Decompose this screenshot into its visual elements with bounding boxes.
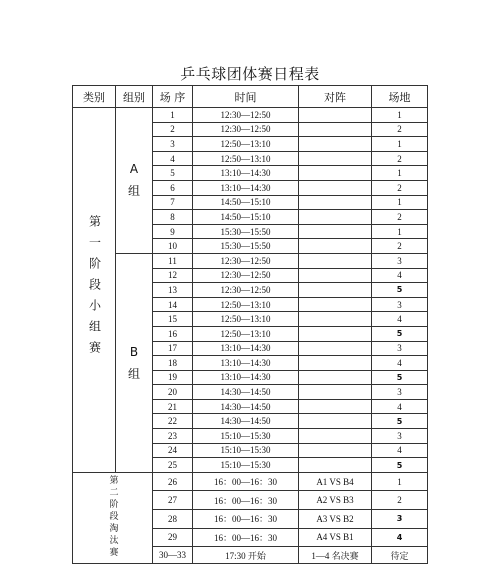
time-cell: 12:50—13:10 [193, 137, 299, 152]
matchup-cell: A2 VS B3 [299, 491, 372, 510]
time-cell: 13:10—14:30 [193, 341, 299, 356]
matchup-cell [299, 268, 372, 283]
match-no-cell: 22 [153, 414, 193, 429]
venue-cell: 2 [372, 151, 428, 166]
venue-cell: 5 [372, 458, 428, 473]
venue-cell: 3 [372, 429, 428, 444]
time-cell: 16：00—16：30 [193, 510, 299, 529]
matchup-cell [299, 195, 372, 210]
match-no-cell: 5 [153, 166, 193, 181]
time-cell: 16：00—16：30 [193, 472, 299, 491]
time-cell: 12:50—13:10 [193, 297, 299, 312]
matchup-cell [299, 458, 372, 473]
time-cell: 12:50—13:10 [193, 312, 299, 327]
venue-cell: 3 [372, 385, 428, 400]
matchup-cell: A3 VS B2 [299, 510, 372, 529]
match-no-cell: 7 [153, 195, 193, 210]
time-cell: 13:10—14:30 [193, 166, 299, 181]
matchup-cell [299, 166, 372, 181]
match-no-cell: 21 [153, 399, 193, 414]
table-row [73, 108, 428, 123]
stage1-label: 第一阶段小组赛 [87, 215, 102, 363]
venue-cell: 5 [372, 326, 428, 341]
matchup-cell [299, 341, 372, 356]
time-cell: 12:30—12:50 [193, 283, 299, 298]
matchup-cell [299, 180, 372, 195]
header-time: 时间 [193, 86, 299, 108]
venue-cell: 2 [372, 180, 428, 195]
time-cell: 14:50—15:10 [193, 210, 299, 225]
time-cell: 12:50—13:10 [193, 326, 299, 341]
matchup-cell [299, 224, 372, 239]
matchup-cell [299, 370, 372, 385]
group-b-word: 组 [127, 366, 140, 381]
time-cell: 13:10—14:30 [193, 370, 299, 385]
matchup-cell [299, 108, 372, 123]
matchup-cell [299, 283, 372, 298]
matchup-cell [299, 239, 372, 254]
time-cell: 13:10—14:30 [193, 356, 299, 371]
time-cell: 15:30—15:50 [193, 239, 299, 254]
venue-cell: 1 [372, 108, 428, 123]
match-no-cell: 8 [153, 210, 193, 225]
matchup-cell [299, 443, 372, 458]
time-cell: 16：00—16：30 [193, 528, 299, 547]
venue-cell: 3 [372, 297, 428, 312]
venue-cell: 3 [372, 341, 428, 356]
schedule-body [73, 108, 428, 564]
match-no-cell: 28 [153, 510, 193, 529]
matchup-cell [299, 122, 372, 137]
venue-cell: 3 [372, 253, 428, 268]
venue-cell: 4 [372, 268, 428, 283]
match-no-cell: 26 [153, 472, 193, 491]
match-no-cell: 14 [153, 297, 193, 312]
match-no-cell: 20 [153, 385, 193, 400]
time-cell: 14:30—14:50 [193, 385, 299, 400]
header-category: 类别 [73, 86, 116, 108]
time-cell: 15:10—15:30 [193, 458, 299, 473]
match-no-cell: 30—33 [153, 547, 193, 564]
venue-cell: 2 [372, 210, 428, 225]
time-cell: 13:10—14:30 [193, 180, 299, 195]
matchup-cell [299, 326, 372, 341]
header-match-no: 场 序 [153, 86, 193, 108]
header-venue: 场地 [372, 86, 428, 108]
venue-cell: 2 [372, 239, 428, 254]
matchup-cell [299, 429, 372, 444]
stage1-cell [73, 108, 116, 473]
match-no-cell: 24 [153, 443, 193, 458]
time-cell: 12:30—12:50 [193, 122, 299, 137]
match-no-cell: 13 [153, 283, 193, 298]
venue-cell: 4 [372, 399, 428, 414]
match-no-cell: 2 [153, 122, 193, 137]
header-matchup: 对阵 [299, 86, 372, 108]
time-cell: 15:10—15:30 [193, 443, 299, 458]
table-row [73, 472, 428, 491]
venue-cell: 1 [372, 137, 428, 152]
group-b-cell [116, 253, 153, 472]
matchup-cell [299, 356, 372, 371]
time-cell: 14:30—14:50 [193, 399, 299, 414]
match-no-cell: 18 [153, 356, 193, 371]
match-no-cell: 9 [153, 224, 193, 239]
venue-cell: 1 [372, 166, 428, 181]
match-no-cell: 29 [153, 528, 193, 547]
venue-cell: 2 [372, 122, 428, 137]
matchup-cell: A1 VS B4 [299, 472, 372, 491]
match-no-cell: 10 [153, 239, 193, 254]
match-no-cell: 23 [153, 429, 193, 444]
match-no-cell: 27 [153, 491, 193, 510]
matchup-cell [299, 253, 372, 268]
venue-cell: 4 [372, 356, 428, 371]
matchup-cell: 1—4 名决赛 [299, 547, 372, 564]
time-cell: 17:30 开始 [193, 547, 299, 564]
matchup-cell [299, 385, 372, 400]
match-no-cell: 11 [153, 253, 193, 268]
match-no-cell: 16 [153, 326, 193, 341]
time-cell: 12:30—12:50 [193, 253, 299, 268]
venue-cell: 4 [372, 312, 428, 327]
time-cell: 15:10—15:30 [193, 429, 299, 444]
matchup-cell [299, 297, 372, 312]
match-no-cell: 17 [153, 341, 193, 356]
matchup-cell [299, 151, 372, 166]
table-row [73, 253, 428, 268]
venue-cell: 3 [372, 510, 428, 529]
matchup-cell [299, 414, 372, 429]
time-cell: 12:30—12:50 [193, 268, 299, 283]
time-cell: 16：00—16：30 [193, 491, 299, 510]
group-b-letter: B [129, 344, 139, 359]
schedule-table [72, 85, 428, 564]
match-no-cell: 19 [153, 370, 193, 385]
stage2-label: 第二阶段淘汰赛 [107, 474, 118, 559]
venue-cell: 5 [372, 414, 428, 429]
group-a-cell [116, 108, 153, 254]
stage2-cell [73, 472, 153, 563]
venue-cell: 4 [372, 528, 428, 547]
time-cell: 14:50—15:10 [193, 195, 299, 210]
venue-cell: 1 [372, 195, 428, 210]
matchup-cell [299, 312, 372, 327]
venue-cell: 5 [372, 370, 428, 385]
time-cell: 14:30—14:50 [193, 414, 299, 429]
match-no-cell: 12 [153, 268, 193, 283]
match-no-cell: 6 [153, 180, 193, 195]
header-row [73, 86, 428, 108]
venue-cell: 4 [372, 443, 428, 458]
match-no-cell: 15 [153, 312, 193, 327]
time-cell: 12:50—13:10 [193, 151, 299, 166]
header-group: 组别 [116, 86, 153, 108]
matchup-cell [299, 137, 372, 152]
time-cell: 12:30—12:50 [193, 108, 299, 123]
match-no-cell: 1 [153, 108, 193, 123]
matchup-cell [299, 210, 372, 225]
group-a-word: 组 [127, 184, 140, 199]
venue-cell: 1 [372, 472, 428, 491]
matchup-cell: A4 VS B1 [299, 528, 372, 547]
group-a-letter: A [129, 162, 139, 177]
matchup-cell [299, 399, 372, 414]
match-no-cell: 3 [153, 137, 193, 152]
time-cell: 15:30—15:50 [193, 224, 299, 239]
venue-cell: 待定 [372, 547, 428, 564]
page-title: 乒乓球团体赛日程表 [180, 65, 320, 83]
venue-cell: 1 [372, 224, 428, 239]
match-no-cell: 4 [153, 151, 193, 166]
venue-cell: 5 [372, 283, 428, 298]
match-no-cell: 25 [153, 458, 193, 473]
venue-cell: 2 [372, 491, 428, 510]
